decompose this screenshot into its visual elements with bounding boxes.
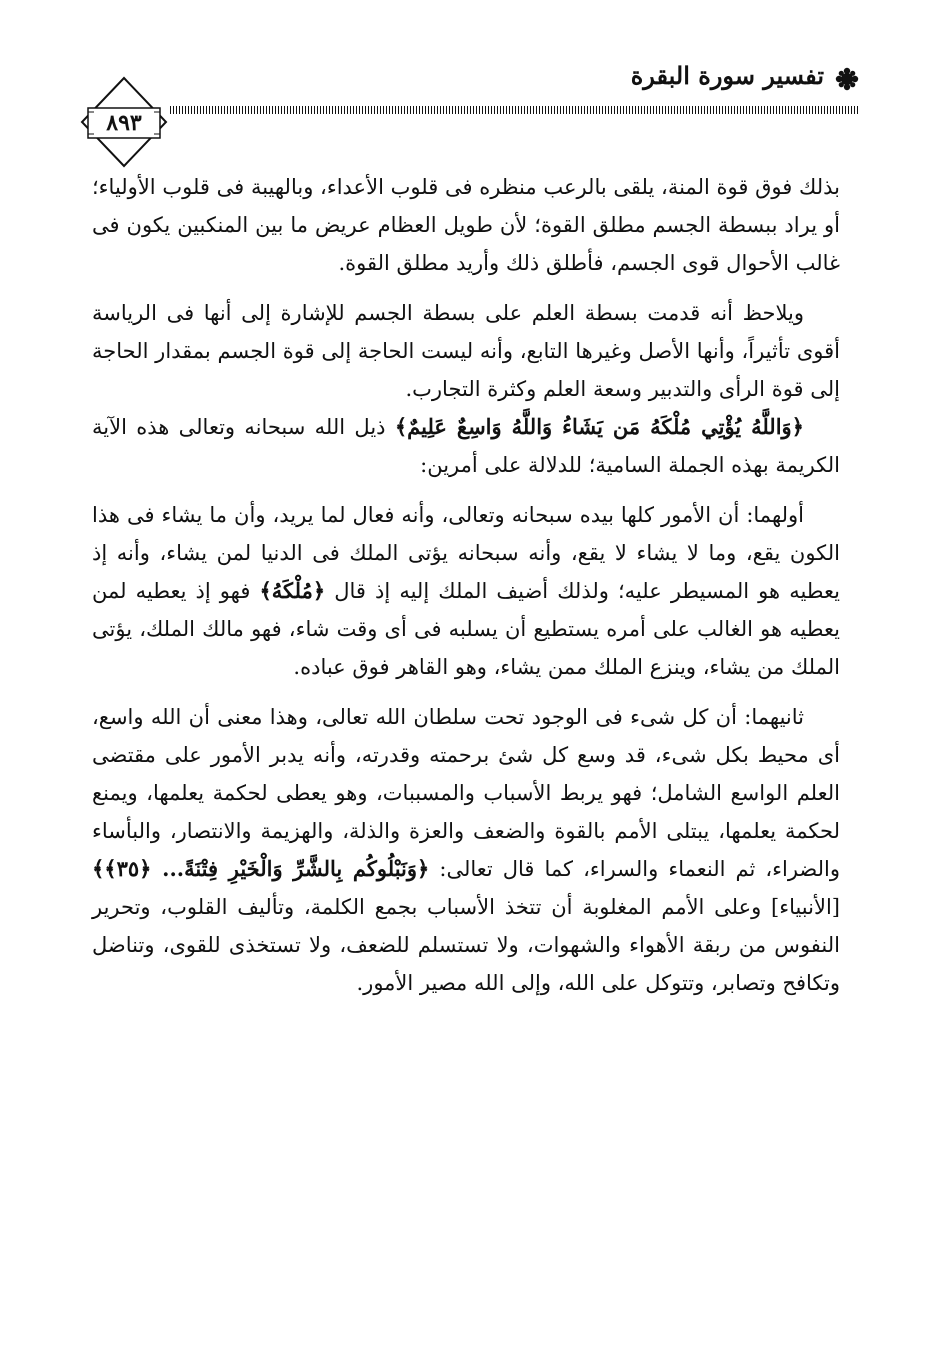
flower-ornament-icon [834,66,860,92]
page-header [78,58,860,136]
paragraph [92,408,840,484]
paragraph [92,496,840,686]
quran-verse: ﴿وَنَبْلُوكُم بِالشَّرِّ وَالْخَيْرِ فِتْنَةً... ﴿٣٥﴾﴾ [92,856,430,881]
page-number-badge [78,76,170,168]
quran-word: ﴿مُلْكَهُ﴾ [259,578,326,603]
page-number: ٨٩٣ [94,110,154,136]
paragraph [92,698,840,1002]
paragraph: ويلاحظ أنه قدمت بسطة العلم على بسطة الجسم للإشارة إلى أنها فى الرياسة أقوى تأثيراً، وأنها الأصل وغيرها التابع، وأنه ليست الحاجة إلى قوة الجسم بمقدار الحاجة إلى قوة الرأى والتدبير وسعة العلم وكثرة التجارب. [92,301,840,401]
book-title: تفسير سورة البقرة [630,61,824,90]
paragraph-text: ذيل الله سبحانه وتعالى هذه الآية الكريمة بهذه الجملة السامية؛ للدلالة على أمرين: [92,415,840,477]
paragraph: بذلك فوق قوة المنة، يلقى بالرعب منظره فى قلوب الأعداء، وبالهيبة فى قلوب الأولياء؛ أو يراد ببسطة الجسم مطلق القوة؛ لأن طويل العظام عريض ما بين المنكبين يكون فى غالب الأحوال قوى الجسم، فأطلق ذلك وأريد مطلق القوة. [92,175,840,275]
paragraph-text: [الأنبياء] وعلى الأمم المغلوبة أن تتخذ الأسباب بجمع الكلمة، وتأليف القلوب، وتحرير النفوس من ربقة الأهواء والشهوات، ولا تستسلم للضعف، ولا تستخذى للقوى، وتناضل وتكافح وتصابر، وتتوكل على الله، وإلى الله مصير الأمور. [92,895,840,995]
paragraph-text: ثانيهما: أن كل شىء فى الوجود تحت سلطان الله تعالى، وهذا معنى أن الله واسع، أى محيط بكل شىء، قد وسع كل شئ برحمته وقدرته، وأنه يدبر الأمور على مقتضى العلم الواسع الشامل؛ فهو يربط الأسباب والمسببات، وهو يعطى لحكمة يعلمها، ويمنع لحكمة يعلمها، يبتلى الأمم بالقوة والضعف والعزة والذلة، والهزيمة والانتصار، والبأساء والضراء، ثم النعماء والسراء، كما قال تعالى: [92,705,840,881]
paragraph-text: أولهما: أن الأمور كلها بيده سبحانه وتعالى، وأنه فعال لما يريد، وأن ما يشاء فى هذا الكون يقع، وما لا يشاء لا يقع، وأنه سبحانه يؤتى الملك فى الدنيا لمن يشاء، وأنه إذ يعطيه هو المسيطر عليه؛ ولذلك أضيف الملك إليه إذ قال [92,503,841,603]
page-body [92,168,840,1002]
quran-verse: ﴿وَاللَّهُ يُؤْتِي مُلْكَهُ مَن يَشَاءُ وَاللَّهُ وَاسِعٌ عَلِيمٌ﴾ [394,414,804,439]
paragraph-text: فهو إذ يعطيه لمن يعطيه هو الغالب على أمره يستطيع أن يسلبه فى أى وقت شاء، فهو مالك الملك، يؤتى الملك من يشاء، وينزع الملك ممن يشاء، وهو القاهر فوق عباده. [92,579,840,679]
header-rule [170,106,860,114]
